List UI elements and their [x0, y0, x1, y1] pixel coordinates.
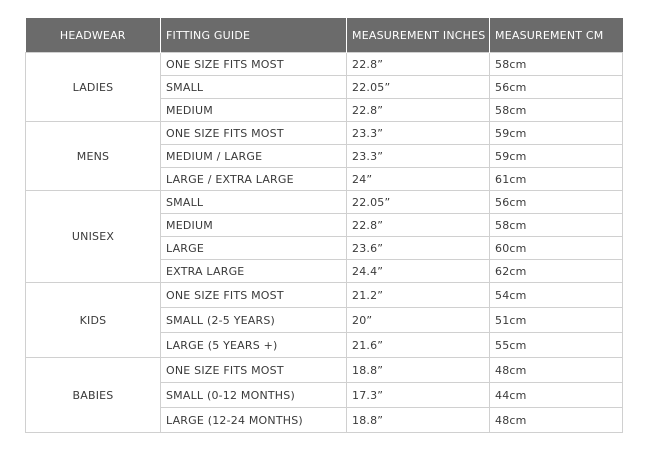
fit-cell: MEDIUM / LARGE [161, 145, 347, 168]
cm-cell: 60cm [490, 237, 623, 260]
category-cell: KIDS [26, 283, 161, 358]
cm-cell: 59cm [490, 145, 623, 168]
fit-cell: LARGE (5 YEARS +) [161, 333, 347, 358]
cm-cell: 56cm [490, 76, 623, 99]
inches-cell: 24” [347, 168, 490, 191]
cm-cell: 48cm [490, 408, 623, 433]
table-row [26, 283, 623, 308]
fit-cell: SMALL (0-12 MONTHS) [161, 383, 347, 408]
group-kids [26, 283, 623, 358]
inches-cell: 22.8” [347, 99, 490, 122]
cm-cell: 48cm [490, 358, 623, 383]
inches-cell: 20” [347, 308, 490, 333]
cm-cell: 51cm [490, 308, 623, 333]
fit-cell: ONE SIZE FITS MOST [161, 283, 347, 308]
inches-cell: 22.8” [347, 214, 490, 237]
header-fitting-guide: FITTING GUIDE [161, 18, 347, 53]
fit-cell: SMALL [161, 76, 347, 99]
cm-cell: 55cm [490, 333, 623, 358]
fit-cell: LARGE / EXTRA LARGE [161, 168, 347, 191]
table-row [26, 122, 623, 145]
fit-cell: ONE SIZE FITS MOST [161, 358, 347, 383]
inches-cell: 22.05” [347, 191, 490, 214]
cm-cell: 61cm [490, 168, 623, 191]
inches-cell: 17.3” [347, 383, 490, 408]
inches-cell: 22.8” [347, 53, 490, 76]
fit-cell: SMALL (2-5 YEARS) [161, 308, 347, 333]
fit-cell: EXTRA LARGE [161, 260, 347, 283]
group-ladies [26, 53, 623, 122]
fit-cell: MEDIUM [161, 214, 347, 237]
header-headwear: HEADWEAR [26, 18, 161, 53]
inches-cell: 21.6” [347, 333, 490, 358]
category-cell: MENS [26, 122, 161, 191]
fit-cell: LARGE [161, 237, 347, 260]
inches-cell: 18.8” [347, 358, 490, 383]
inches-cell: 18.8” [347, 408, 490, 433]
size-chart-table [25, 18, 623, 433]
header-row [26, 18, 623, 53]
group-mens [26, 122, 623, 191]
header-measurement-inches: MEASUREMENT INCHES [347, 18, 490, 53]
inches-cell: 23.3” [347, 145, 490, 168]
inches-cell: 24.4” [347, 260, 490, 283]
cm-cell: 56cm [490, 191, 623, 214]
group-babies [26, 358, 623, 433]
category-cell: LADIES [26, 53, 161, 122]
fit-cell: LARGE (12-24 MONTHS) [161, 408, 347, 433]
cm-cell: 58cm [490, 99, 623, 122]
header-measurement-cm: MEASUREMENT CM [490, 18, 623, 53]
fit-cell: MEDIUM [161, 99, 347, 122]
table-row [26, 191, 623, 214]
inches-cell: 22.05” [347, 76, 490, 99]
inches-cell: 23.3” [347, 122, 490, 145]
fit-cell: ONE SIZE FITS MOST [161, 122, 347, 145]
category-cell: BABIES [26, 358, 161, 433]
cm-cell: 58cm [490, 214, 623, 237]
cm-cell: 59cm [490, 122, 623, 145]
inches-cell: 23.6” [347, 237, 490, 260]
cm-cell: 62cm [490, 260, 623, 283]
inches-cell: 21.2” [347, 283, 490, 308]
table-row [26, 53, 623, 76]
fit-cell: ONE SIZE FITS MOST [161, 53, 347, 76]
cm-cell: 44cm [490, 383, 623, 408]
category-cell: UNISEX [26, 191, 161, 283]
cm-cell: 54cm [490, 283, 623, 308]
group-unisex [26, 191, 623, 283]
cm-cell: 58cm [490, 53, 623, 76]
table-row [26, 358, 623, 383]
fit-cell: SMALL [161, 191, 347, 214]
